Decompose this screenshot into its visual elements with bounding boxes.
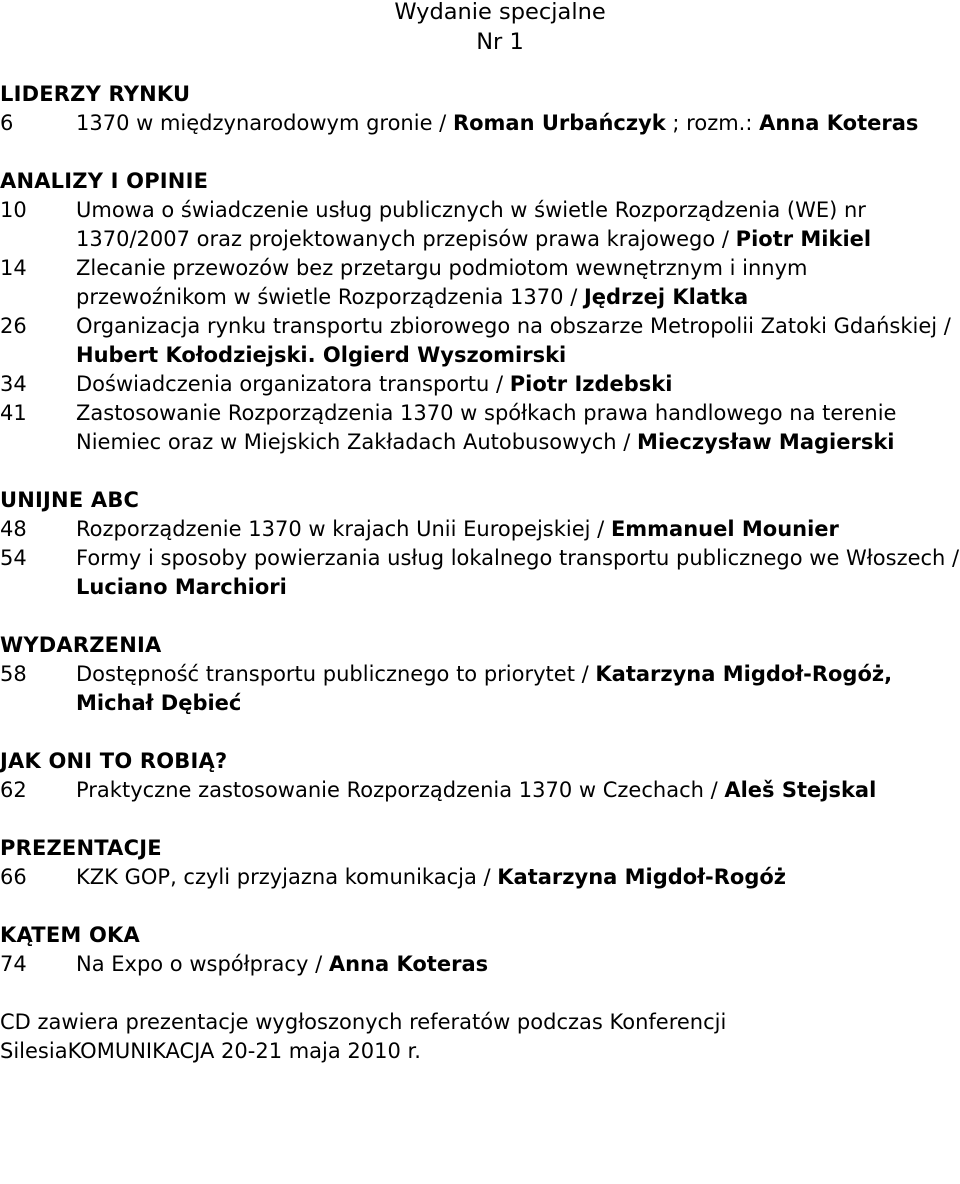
page-number: 14 xyxy=(0,256,27,280)
separator: / xyxy=(563,285,584,309)
section-title: LIDERZY RYNKU xyxy=(0,82,191,106)
toc-entry xyxy=(0,776,960,805)
toc-entry xyxy=(0,950,960,979)
toc-entry xyxy=(0,196,960,254)
cd-note xyxy=(0,1008,960,1066)
interviewer: Anna Koteras xyxy=(759,111,919,135)
page-number: 41 xyxy=(0,401,27,425)
page-number: 66 xyxy=(0,865,27,889)
article-title: Zastosowanie Rozporządzenia 1370 w spółkach prawa handlowego na terenie Niemiec oraz w Miejskich Zakładach Autobusowych xyxy=(76,401,897,454)
article-title: Organizacja rynku transportu zbiorowego na obszarze Metropolii Zatoki Gdańskiej xyxy=(76,314,938,338)
page-number: 48 xyxy=(0,517,27,541)
issue-header xyxy=(380,0,620,57)
article-author: Katarzyna Migdoł-Rogóż xyxy=(497,865,787,889)
article-title: Dostępność transportu publicznego to priorytet xyxy=(76,662,575,686)
article-author: Aleš Stejskal xyxy=(724,778,877,802)
article-title: Umowa o świadczenie usług publicznych w świetle Rozporządzenia (WE) nr 1370/2007 oraz projektowanych przepisów prawa krajowego xyxy=(76,198,866,251)
section-title: PREZENTACJE xyxy=(0,836,162,860)
article-title: Praktyczne zastosowanie Rozporządzenia 1370 w Czechach xyxy=(76,778,704,802)
article-author: Hubert Kołodziejski. Olgierd Wyszomirski xyxy=(76,343,567,367)
section-title: JAK ONI TO ROBIĄ? xyxy=(0,749,228,773)
article-author: Mieczysław Magierski xyxy=(637,430,895,454)
article-title: Doświadczenia organizatora transportu xyxy=(76,372,490,396)
section-title: UNIJNE ABC xyxy=(0,488,140,512)
toc-entry xyxy=(0,399,960,457)
toc-entry xyxy=(0,660,960,718)
article-title: Formy i sposoby powierzania usług lokalnego transportu publicznego we Włoszech xyxy=(76,546,946,570)
page-number: 10 xyxy=(0,198,27,222)
issue-number: Nr 1 xyxy=(476,29,524,55)
page-number: 6 xyxy=(0,111,14,135)
cd-note-line: CD zawiera prezentacje wygłoszonych referatów podczas Konferencji xyxy=(0,1010,727,1034)
article-title: KZK GOP, czyli przyjazna komunikacja xyxy=(76,865,477,889)
section-analizy-i-opinie xyxy=(0,167,960,457)
article-author: Roman Urbańczyk xyxy=(452,111,666,135)
separator: / xyxy=(937,314,951,338)
separator: / xyxy=(945,546,960,570)
separator: / xyxy=(432,111,453,135)
section-wydarzenia xyxy=(0,631,960,718)
article-title: Rozporządzenie 1370 w krajach Unii Europejskiej xyxy=(76,517,591,541)
separator: / xyxy=(616,430,638,454)
toc-entry xyxy=(0,515,960,544)
cd-note-line: SilesiaKOMUNIKACJA 20-21 maja 2010 r. xyxy=(0,1039,421,1063)
article-author: Piotr Izdebski xyxy=(509,372,673,396)
article-author: Jędrzej Klatka xyxy=(583,285,749,309)
section-katem-oka xyxy=(0,921,960,979)
section-title: KĄTEM OKA xyxy=(0,923,140,947)
article-author: Anna Koteras xyxy=(328,952,489,976)
article-author: Katarzyna Migdoł-Rogóż, Michał Dębieć xyxy=(76,662,893,715)
toc-entry xyxy=(0,312,960,370)
section-unijne-abc xyxy=(0,486,960,602)
separator: / xyxy=(476,865,498,889)
page-number: 54 xyxy=(0,546,27,570)
separator: / xyxy=(703,778,725,802)
separator: / xyxy=(715,227,736,251)
section-liderzy-rynku xyxy=(0,80,960,138)
toc-entry xyxy=(0,109,960,138)
page-number: 34 xyxy=(0,372,27,396)
separator: / xyxy=(574,662,596,686)
article-title: 1370 w międzynarodowym gronie xyxy=(76,111,433,135)
separator: / xyxy=(489,372,510,396)
section-title: WYDARZENIA xyxy=(0,633,162,657)
toc-entry xyxy=(0,863,960,892)
article-title: Na Expo o współpracy xyxy=(76,952,309,976)
section-jak-oni-to-robia xyxy=(0,747,960,805)
page-number: 58 xyxy=(0,662,27,686)
article-author: Luciano Marchiori xyxy=(76,575,287,599)
table-of-contents xyxy=(0,80,960,1066)
toc-entry xyxy=(0,544,960,602)
section-title: ANALIZY I OPINIE xyxy=(0,169,209,193)
issue-edition: Wydanie specjalne xyxy=(394,0,606,25)
separator: / xyxy=(590,517,611,541)
toc-entry xyxy=(0,370,960,399)
interview-note: ; rozm.: xyxy=(665,111,760,135)
page-number: 62 xyxy=(0,778,27,802)
article-title: Zlecanie przewozów bez przetargu podmiotom wewnętrznym i innym przewoźnikom w świetle Rozporządzenia 1370 xyxy=(76,256,808,309)
page-number: 74 xyxy=(0,952,27,976)
section-prezentacje xyxy=(0,834,960,892)
separator: / xyxy=(308,952,329,976)
article-author: Piotr Mikiel xyxy=(735,227,872,251)
toc-entry xyxy=(0,254,960,312)
page-number: 26 xyxy=(0,314,27,338)
article-author: Emmanuel Mounier xyxy=(610,517,839,541)
